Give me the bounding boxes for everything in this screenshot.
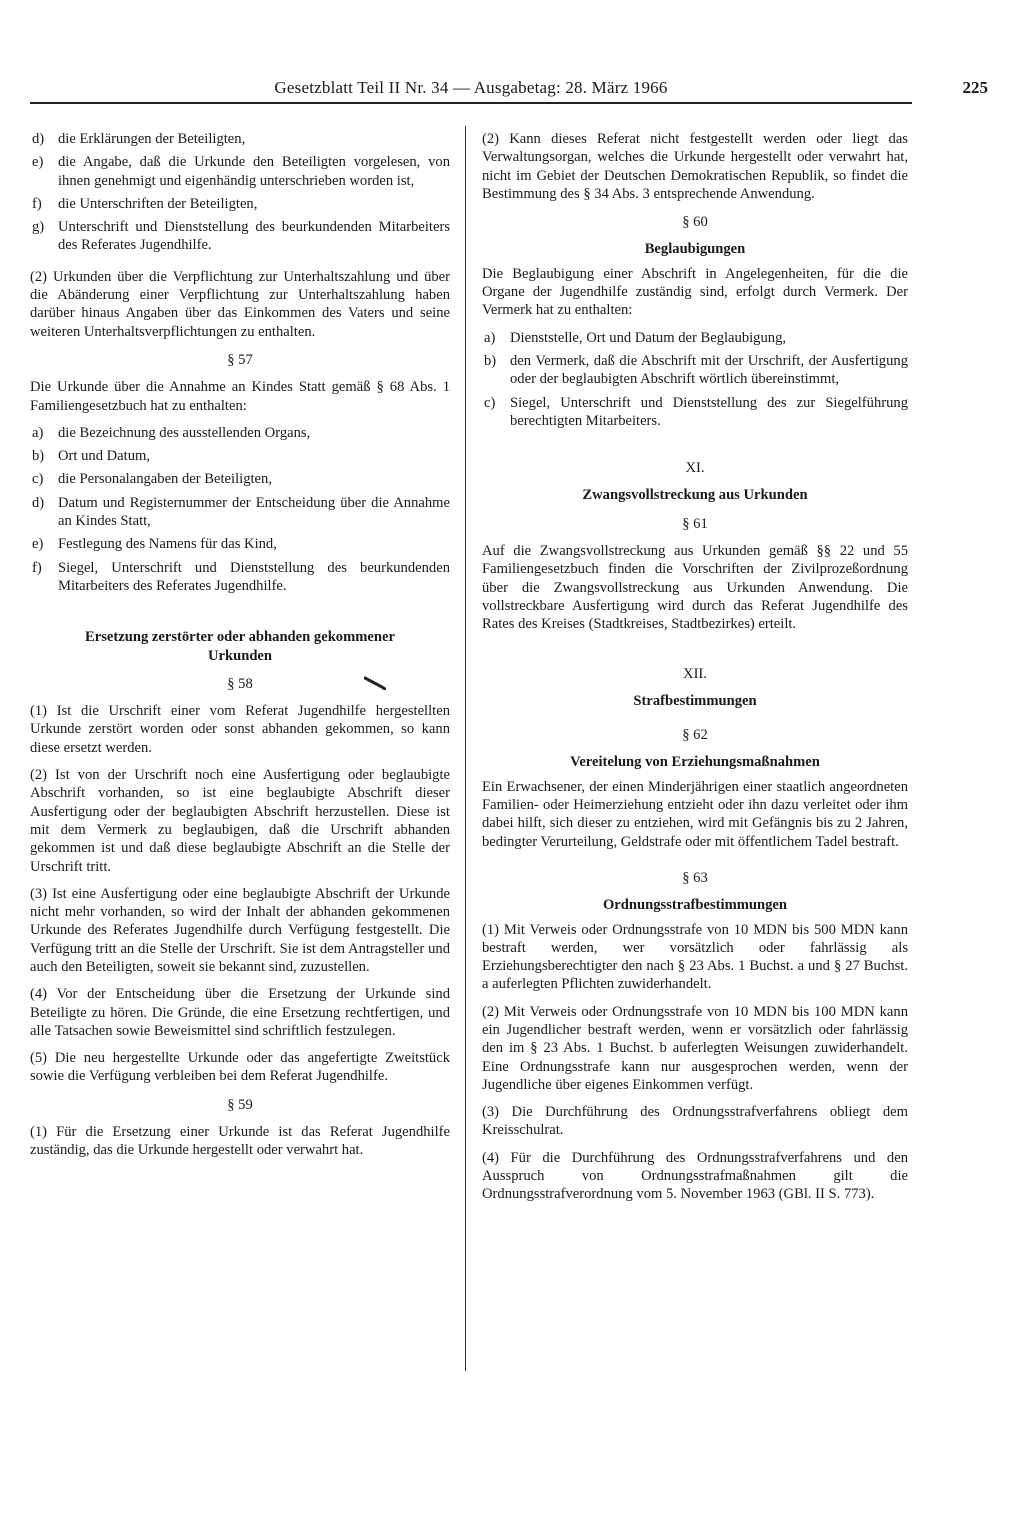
paragraph-58-4: (4) Vor der Entscheidung über die Ersetzung der Urkunde sind Beteiligte zu hören. Die Gründe, die eine Ersetzung rechtfertigen, und alle Tatsachen sowie Beweismittel sind schriftlich festzulegen. [30,986,450,1039]
list-item: f) die Unterschriften der Beteiligten, [32,195,258,212]
paragraph-60-intro: Die Beglaubigung einer Abschrift in Angelegenheiten, für die die Organe der Jugendhilfe zuständig sind, erfolgt durch Vermerk. Der Vermerk hat zu enthalten: [482,265,908,319]
list-item: b) Ort und Datum, [32,448,151,465]
paragraph-62: Ein Erwachsener, der einen Minderjährigen einer staatlich angeordneten Familien- oder Heimerziehung entzieht oder ihn dazu verleitet oder ihm dabei hilft, sich dieser zu entziehen, wird mit Gefängnis bis zu 2 Jahren, bedingter Verurteilung, Geldstrafe oder mit öffentlichem Tadel bestraft. [482,778,908,850]
right-column [482,130,908,1213]
section-58-heading: § 58 [227,675,253,692]
paragraph-61: Auf die Zwangsvollstreckung aus Urkunden gemäß §§ 22 und 55 Familiengesetzbuch finden die Vorschriften der Zivilprozeßordnung über die Zwangsvollstreckung aus Urkunden Anwendung. Die vollstreckbare Ausfertigung wird durch das Referat Jugendhilfe des Rates des Kreises (Stadtkreises, Stadtbezirkes) erteilt. [482,543,908,633]
list-item: e) Festlegung des Namens für das Kind, [32,536,277,553]
paragraph-58-3: (3) Ist eine Ausfertigung oder eine beglaubigte Abschrift der Urkunde nicht mehr vorhanden, so wird der Inhalt der abhanden gekommenen Urkunde des Referates Jugendhilfe durch Verfügung festgestellt. Die Verfügung tritt an die Stelle der Urschrift. Sie ist dem Antragsteller und auch den Beteiligten, soweit sie bekannt sind, zuzustellen. [30,885,450,975]
paragraph-63-3: (3) Die Durchführung des Ordnungsstrafverfahrens obliegt dem Kreisschulrat. [482,1104,908,1139]
left-column [30,130,450,1169]
heading-beglaubigungen: Beglaubigungen [644,241,746,258]
heading-ersetzung: Ersetzung zerstörter oder abhanden gekommener Urkunden [85,629,395,664]
list-60 [482,329,908,430]
paragraph-63-1: (1) Mit Verweis oder Ordnungsstrafe von 10 MDN bis 500 MDN kann bestraft werden, wer vorsätzlich oder fahrlässig als Erziehungsberechtigter den nach § 23 Abs. 1 Buchst. a und § 27 Buchst. a auferlegten Pflichten zuwiderhandelt. [482,921,908,993]
column-divider [465,126,466,1371]
section-57-heading: § 57 [227,351,253,368]
paragraph-57-intro: Die Urkunde über die Annahme an Kindes Statt gemäß § 68 Abs. 1 Familiengesetzbuch hat zu enthalten: [30,379,450,414]
list-item: d) Datum und Registernummer der Entscheidung über die Annahme an Kindes Statt, [32,494,450,530]
list-item: e) die Angabe, daß die Urkunde den Beteiligten vorgelesen, von ihnen genehmigt und eigenhändig unterschrieben worden ist, [32,154,450,189]
list-item: f) Siegel, Unterschrift und Dienststellung des beurkundenden Mitarbeiters des Referates Jugendhilfe. [32,559,450,594]
chapter-xi: XI. [685,460,705,477]
paragraph-63-4: (4) Für die Durchführung des Ordnungsstrafverfahrens und den Ausspruch von Ordnungsstrafmaßnahmen gilt die Ordnungsstrafverordnung vom 5. November 1963 (GBl. II S. 773). [482,1149,908,1203]
publication-title: Gesetzblatt Teil II Nr. 34 — Ausgabetag: 28. März 1966 [274,78,668,97]
list-item: a) die Bezeichnung des ausstellenden Organs, [32,424,311,441]
section-62-heading: § 62 [682,727,708,744]
page-header [30,76,988,104]
list-item: g) Unterschrift und Dienststellung des beurkundenden Mitarbeiters des Referates Jugendhilfe. [32,219,450,254]
section-61-heading: § 61 [682,515,708,532]
section-63-heading: § 63 [682,869,708,886]
paragraph-59-2: (2) Kann dieses Referat nicht festgestellt werden oder liegt das Verwaltungsorgan, welches die Urkunde hergestellt oder verwahrt hat, nicht im Gebiet der Deutschen Demokratischen Republik, so findet die Bestimmung des § 34 Abs. 3 entsprechende Anwendung. [482,131,908,202]
paragraph-56-2: (2) Urkunden über die Verpflichtung zur Unterhaltszahlung und über die Abänderung einer Verpflichtung zur Unterhaltszahlung haben darüber hinaus Angaben über das Einkommen des Vaters und seine weiteren Unterhaltsverpflichtungen zu enthalten. [30,268,450,340]
section-59-heading: § 59 [227,1096,253,1113]
paragraph-63-2: (2) Mit Verweis oder Ordnungsstrafe von 10 MDN bis 100 MDN kann ein Jugendlicher bestraft werden, wenn er vorsätzlich oder fahrlässig den im § 23 Abs. 1 Buchst. b auferlegten Weisungen zuwiderhandelt. Eine Ordnungsstrafe kann nur ausgesprochen werden, wenn der Jugendliche über eigenes Einkommen verfügt. [482,1003,908,1093]
heading-strafbestimmungen: Strafbestimmungen [633,692,757,709]
list-57 [30,424,450,595]
paragraph-58-1: (1) Ist die Urschrift einer vom Referat Jugendhilfe hergestellten Urkunde zerstört worden oder sonst abhanden gekommen, so kann diese ersetzt werden. [30,703,450,756]
list-item: c) Siegel, Unterschrift und Dienststellung des zur Siegelführung berechtigten Mitarbeiters. [484,394,908,429]
ink-mark [364,676,386,690]
heading-zwangsvollstreckung: Zwangsvollstreckung aus Urkunden [582,487,808,504]
chapter-xii: XII. [683,665,707,682]
paragraph-59-1: (1) Für die Ersetzung einer Urkunde ist das Referat Jugendhilfe zuständig, das die Urkunde hergestellt oder verwahrt hat. [30,1124,450,1159]
list-item: d) die Erklärungen der Beteiligten, [32,131,246,147]
list-item: b) den Vermerk, daß die Abschrift mit der Urschrift, der Ausfertigung oder der beglaubigten Abschrift wörtlich übereinstimmt, [484,352,908,388]
list-item: c) die Personalangaben der Beteiligten, [32,471,272,488]
list-56-1 [30,130,450,255]
section-60-heading: § 60 [682,214,708,231]
page-number: 225 [962,78,988,97]
paragraph-58-5: (5) Die neu hergestellte Urkunde oder das angefertigte Zweitstück sowie die Verfügung verbleiben bei dem Referat Jugendhilfe. [30,1050,450,1085]
paragraph-58-2: (2) Ist von der Urschrift noch eine Ausfertigung oder beglaubigte Abschrift vorhanden, so ist eine beglaubigte Abschrift dieser Ausfertigung oder der beglaubigten Abschrift herzustellen. Diese ist mit dem Vermerk zu beglaubigen, daß die Urschrift abhanden gekommen ist und daß diese beglaubigte Abschrift an die Stelle der Urschrift tritt. [30,767,450,875]
heading-ordnungsstrafbestimmungen: Ordnungsstrafbestimmungen [602,897,788,914]
list-item: a) Dienststelle, Ort und Datum der Beglaubigung, [484,329,787,346]
heading-vereitelung: Vereitelung von Erziehungsmaßnahmen [570,754,820,771]
